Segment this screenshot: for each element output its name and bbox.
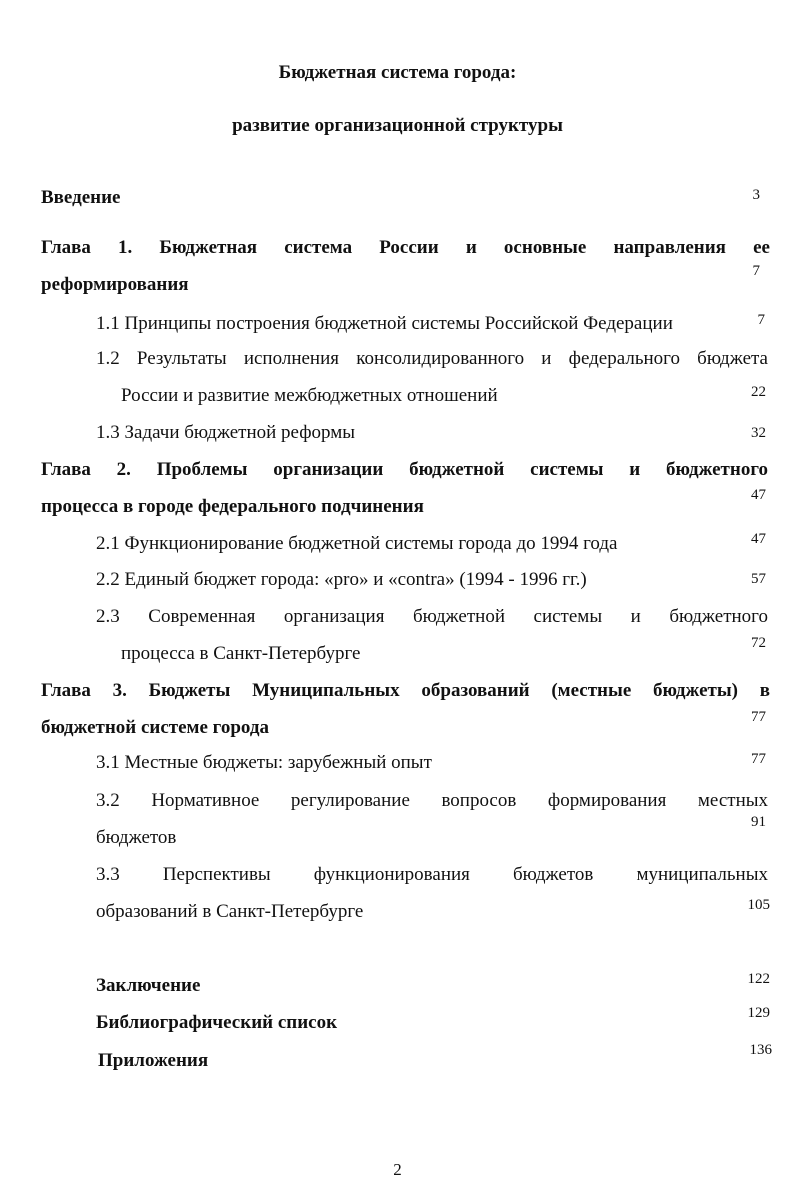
toc-appendix-page: 136 bbox=[749, 1042, 772, 1058]
toc-ch3-page: 77 bbox=[751, 709, 766, 725]
toc-bibliography-page: 129 bbox=[747, 1005, 770, 1021]
toc-intro-label: Введение bbox=[41, 187, 121, 208]
toc-s1-1-page: 7 bbox=[757, 312, 765, 328]
toc-s3-2-line1: 3.2 Нормативное регулирование вопросов формирования местных bbox=[96, 790, 768, 811]
toc-ch3-line1: Глава 3. Бюджеты Муниципальных образований (местные бюджеты) в bbox=[41, 680, 770, 701]
toc-intro-page: 3 bbox=[752, 187, 760, 203]
document-title-line1: Бюджетная система города: bbox=[278, 62, 517, 83]
toc-s1-2-page: 22 bbox=[751, 384, 766, 400]
toc-appendix-label: Приложения bbox=[98, 1050, 209, 1071]
page-number: 2 bbox=[393, 1160, 402, 1179]
toc-s2-1-page: 47 bbox=[751, 531, 766, 547]
toc-ch3-line2: бюджетной системе города bbox=[41, 717, 269, 738]
toc-s2-3-line1: 2.3 Современная организация бюджетной системы и бюджетного bbox=[96, 606, 768, 627]
toc-s3-3-line1: 3.3 Перспективы функционирования бюджетов муниципальных bbox=[96, 864, 768, 885]
toc-s2-1-label: 2.1 Функционирование бюджетной системы города до 1994 года bbox=[96, 533, 618, 554]
toc-s3-1-label: 3.1 Местные бюджеты: зарубежный опыт bbox=[96, 752, 432, 773]
toc-s1-1-label: 1.1 Принципы построения бюджетной системы Российской Федерации bbox=[96, 313, 673, 334]
toc-s3-2-line2: бюджетов bbox=[96, 827, 177, 848]
toc-bibliography-label: Библиографический список bbox=[96, 1012, 338, 1033]
toc-s3-2-page: 91 bbox=[751, 814, 766, 830]
toc-s1-3-label: 1.3 Задачи бюджетной реформы bbox=[96, 422, 356, 443]
toc-s2-2-page: 57 bbox=[751, 571, 766, 587]
toc-ch1-line1: Глава 1. Бюджетная система России и основные направления ее bbox=[41, 237, 770, 258]
toc-s1-2-line1: 1.2 Результаты исполнения консолидированного и федерального бюджета bbox=[96, 348, 768, 369]
toc-ch1-page: 7 bbox=[752, 263, 760, 279]
toc-s2-2-label: 2.2 Единый бюджет города: «pro» и «contra» (1994 - 1996 гг.) bbox=[96, 569, 587, 590]
toc-s2-3-line2: процесса в Санкт-Петербурге bbox=[121, 643, 361, 664]
toc-ch2-page: 47 bbox=[751, 487, 766, 503]
toc-s3-3-line2: образований в Санкт-Петербурге bbox=[96, 901, 364, 922]
document-title-line2: развитие организационной структуры bbox=[232, 115, 563, 136]
toc-s3-3-page: 105 bbox=[747, 897, 770, 913]
toc-s3-1-page: 77 bbox=[751, 751, 766, 767]
toc-s1-2-line2: России и развитие межбюджетных отношений bbox=[121, 385, 498, 406]
toc-s2-3-page: 72 bbox=[751, 635, 766, 651]
toc-ch2-line2: процесса в городе федерального подчинения bbox=[41, 496, 424, 517]
toc-conclusion-label: Заключение bbox=[96, 975, 201, 996]
toc-s1-3-page: 32 bbox=[751, 425, 766, 441]
toc-ch1-line2: реформирования bbox=[41, 274, 189, 295]
toc-ch2-line1: Глава 2. Проблемы организации бюджетной системы и бюджетного bbox=[41, 459, 768, 480]
toc-conclusion-page: 122 bbox=[747, 971, 770, 987]
